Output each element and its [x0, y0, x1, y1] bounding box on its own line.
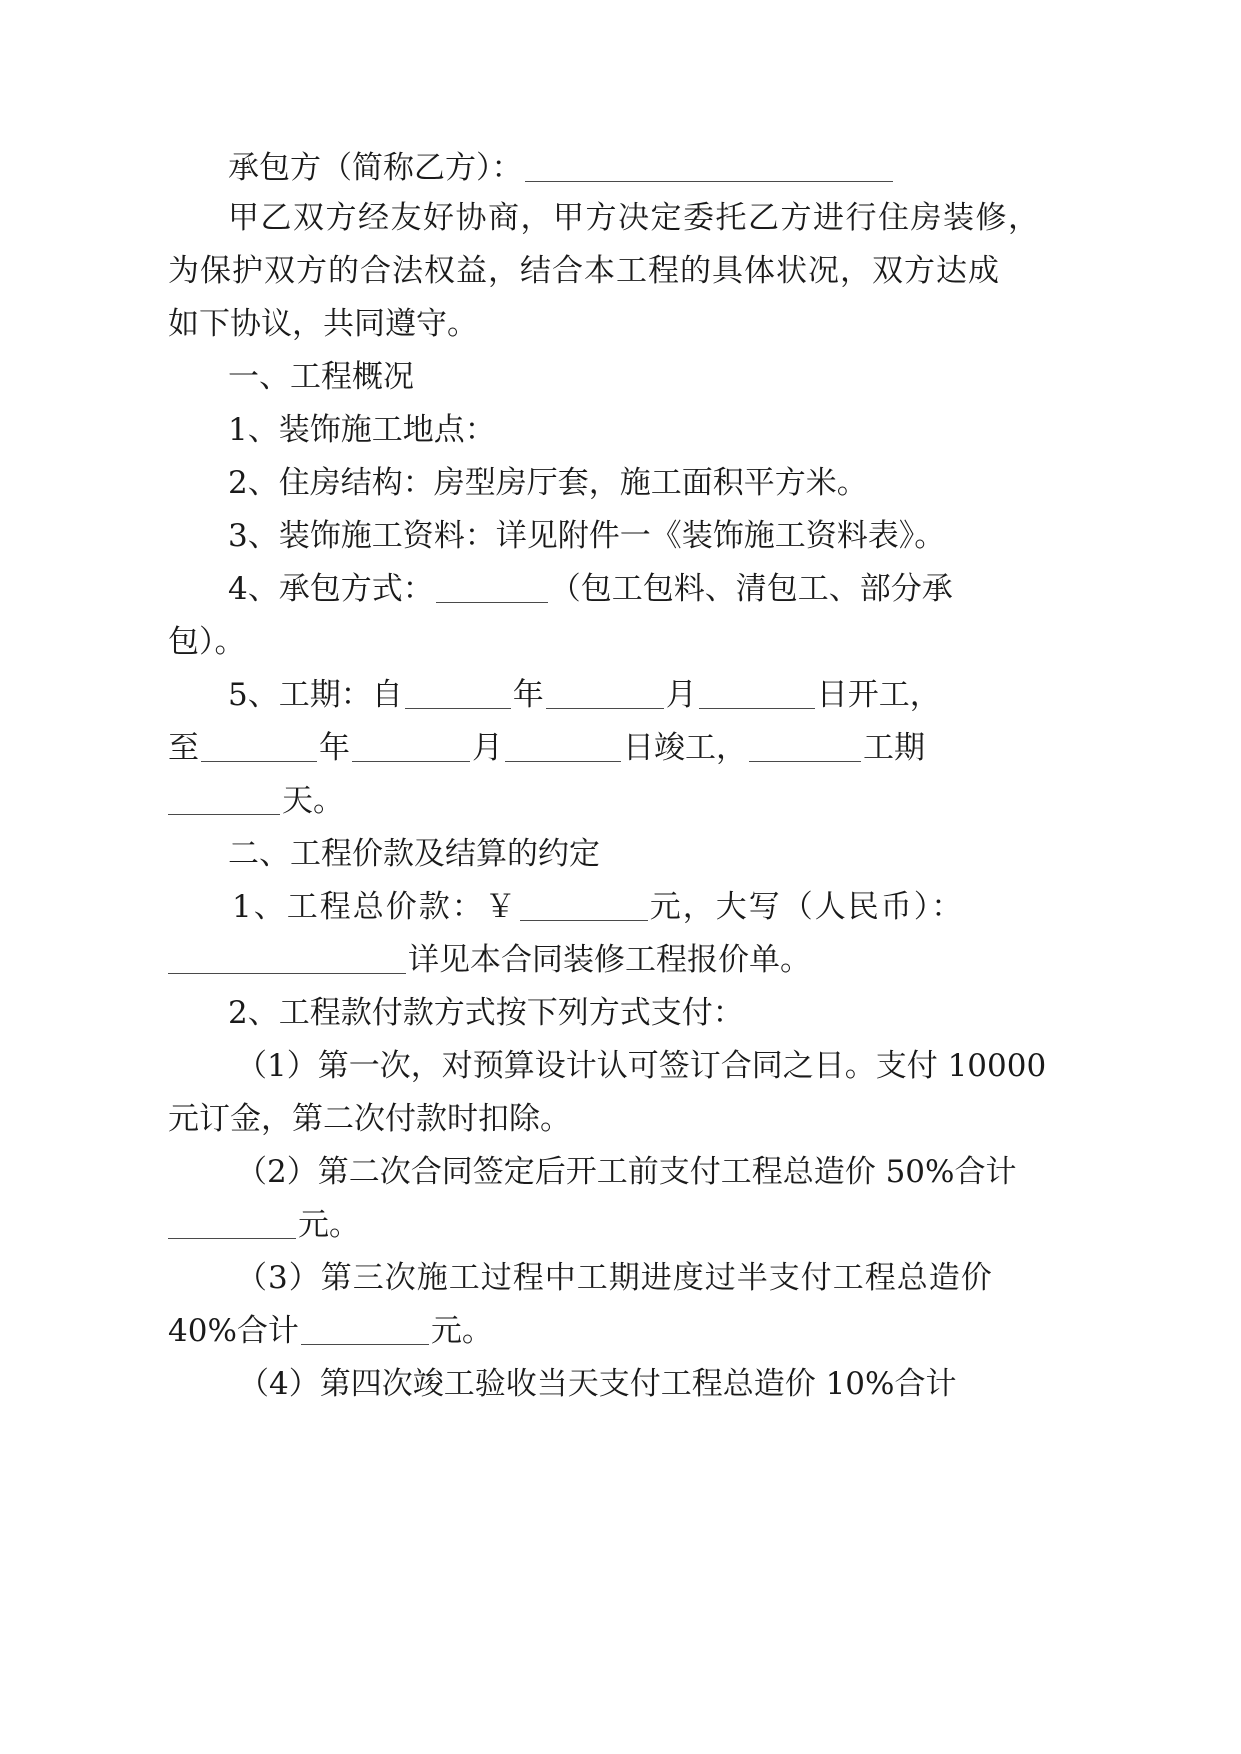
item-2-2: 2、工程款付款方式按下列方式支付： — [228, 995, 744, 1031]
preamble-line-1: 甲乙双方经友好协商，甲方决定委托乙方进行住房装修， — [228, 200, 1041, 236]
section-2-heading: 二、工程价款及结算的约定 — [228, 836, 600, 872]
contract-mode-blank — [436, 572, 548, 603]
duration-blank — [749, 731, 861, 762]
payment-1: （1）第一次，对预算设计认可签订合同之日。支付 10000 — [236, 1048, 1047, 1084]
end-day-blank — [505, 731, 621, 762]
amount-in-words-blank — [168, 943, 406, 974]
end-month-blank — [352, 731, 470, 762]
item-1-1: 1、装饰施工地点： — [228, 412, 496, 448]
days-blank — [168, 784, 280, 815]
item-1-5-cont-2: 天。 — [168, 781, 344, 821]
item-1-5: 5、工期：自 年 月 日开工， — [228, 677, 941, 713]
party-b-blank — [525, 151, 893, 182]
item-1-2: 2、住房结构：房型房厅套，施工面积平方米。 — [228, 465, 868, 501]
payment-3-amount-blank — [301, 1314, 429, 1345]
party-b-line — [228, 148, 895, 188]
preamble-line-3: 如下协议，共同遵守。 — [168, 306, 478, 342]
payment-1-cont: 元订金，第二次付款时扣除。 — [168, 1101, 571, 1137]
preamble-line-2: 为保护双方的合法权益，结合本工程的具体状况，双方达成 — [168, 253, 1000, 289]
item-2-1: 1、工程总价款：￥ 元，大写（人民币）： — [232, 889, 965, 925]
payment-2-cont: 元。 — [168, 1205, 360, 1245]
end-year-blank — [201, 731, 317, 762]
item-1-4: 4、承包方式： （包工包料、清包工、部分承 — [228, 571, 953, 607]
item-1-5-cont: 至 年 月 日竣工， 工期 — [168, 730, 925, 766]
payment-2: （2）第二次合同签定后开工前支付工程总造价 50%合计 — [236, 1154, 1017, 1190]
start-month-blank — [546, 678, 664, 709]
payment-4: （4）第四次竣工验收当天支付工程总造价 10%合计 — [238, 1366, 957, 1402]
item-1-3: 3、装饰施工资料：详见附件一《装饰施工资料表》。 — [228, 518, 946, 554]
total-price-blank — [520, 890, 648, 921]
item-2-1-cont: 详见本合同装修工程报价单。 — [168, 940, 811, 980]
section-1-heading: 一、工程概况 — [228, 359, 414, 395]
payment-3-cont: 40%合计 元。 — [168, 1313, 493, 1349]
item-1-4-cont: 包）。 — [168, 624, 246, 660]
start-day-blank — [699, 678, 815, 709]
payment-3: （3）第三次施工过程中工期进度过半支付工程总造价 — [236, 1260, 993, 1296]
payment-2-amount-blank — [168, 1208, 296, 1239]
start-year-blank — [405, 678, 511, 709]
party-b-label: 承包方（简称乙方）： — [228, 150, 523, 186]
